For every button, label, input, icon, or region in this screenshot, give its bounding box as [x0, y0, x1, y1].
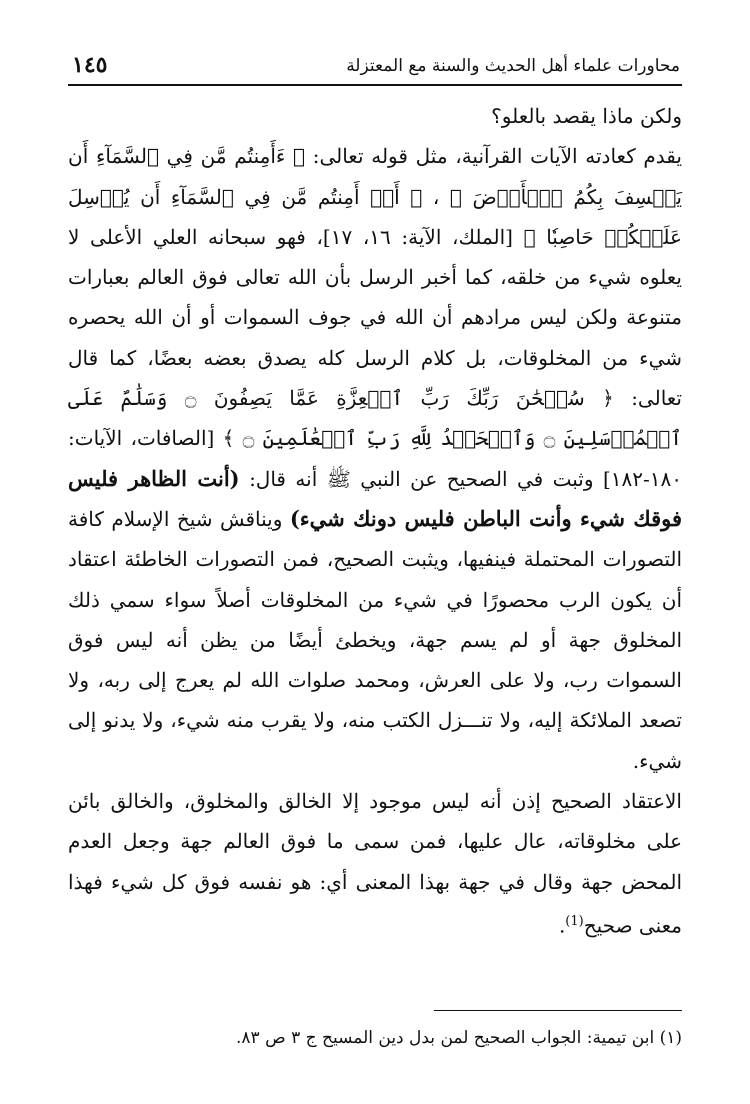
footnote: (١) ابن تيمية: الجواب الصحيح لمن بدل دين المسيح ج ٣ ص ٨٣.	[236, 1028, 682, 1048]
page-number: ١٤٥	[72, 52, 108, 78]
question-text: ولكن ماذا يقصد بالعلو؟	[491, 104, 682, 128]
paragraph-2-text: الاعتقاد الصحيح إذن أنه ليس موجود إلا الخالق والمخلوق، والخالق بائن على مخلوقاته، عال عليها، فمن سمى ما فوق العالم جهة وجعل العدم المحض جهة وقال في جهة بهذا المعنى أي: هو نفسه فوق كل شيء فهذا معنى صحيح	[68, 789, 682, 938]
question-line	[68, 96, 682, 136]
page-body	[68, 96, 682, 946]
paragraph-2	[68, 781, 682, 946]
running-head: محاورات علماء أهل الحديث والسنة مع المعتزلة	[346, 56, 680, 76]
paragraph-2-end: .	[558, 913, 566, 938]
paragraph-1	[68, 136, 682, 781]
footnote-reference[interactable]: (1)	[565, 913, 584, 929]
paragraph-1-text: يقدم كعادته الآيات القرآنية، مثل قوله تعالى: ﴿ ءَأَمِنتُم مَّن فِي ٱلسَّمَآءِ أَن يَخۡسِفَ بِكُمُ ٱلۡأَرۡضَ ﴾ ، ﴿ أَمۡ أَمِنتُم مَّن فِي ٱلسَّمَآءِ أَن يُرۡسِلَ عَلَيۡكُمۡ حَاصِبٗا ﴾ [الملك، الآية: ١٦، ١٧]، فهو سبحانه العلي الأعلى لا يعلوه شيء من خلقه، كما أخبر الرسل بأن الله تعالى فوق العالم بعبارات متنوعة ولكن ليس مرادهم أن الله في جوف السموات أو أن الله يحصره شيء من المخلوقات، بل كلام الرسل كله يصدق بعضه بعضًا، كما قال تعالى: ﴿ سُبۡحَٰنَ رَبِّكَ رَبِّ ٱلۡعِزَّةِ عَمَّا يَصِفُونَ ۝ وَسَلَٰمٌ عَلَى ٱلۡمُرۡسَلِينَ ۝ وَٱلۡحَمۡدُ لِلَّهِ رَبِّ ٱلۡعَٰلَمِينَ ۝ ﴾ [الصافات، الآيات: ١٨٠-١٨٢] وثبت في الصحيح عن النبي ﷺ أنه قال:	[68, 144, 682, 491]
footnote-separator	[434, 1010, 682, 1011]
hadith-quote: (أنت الظاهر فليس فوقك شيء وأنت الباطن فليس دونك شيء)	[68, 465, 682, 531]
paragraph-1-end: ويناقش شيخ الإسلام كافة التصورات المحتملة فينفيها، ويثبت الصحيح، فمن التصورات الخاطئة اعتقاد أن يكون الرب محصورًا في شيء من المخلوقات أصلاً سواء سمي ذلك المخلوق جهة أو لم يسم جهة، ويخطئ أيضًا من يظن أنه ليس فوق السموات رب، ولا على العرش، ومحمد صلوات الله لم يعرج إلى ربه، ولا تصعد الملائكة إليه، ولا تنـــزل الكتب منه، ولا يقرب منه شيء، ولا يدنو إلى شيء.	[68, 506, 682, 773]
page-header	[68, 50, 682, 86]
